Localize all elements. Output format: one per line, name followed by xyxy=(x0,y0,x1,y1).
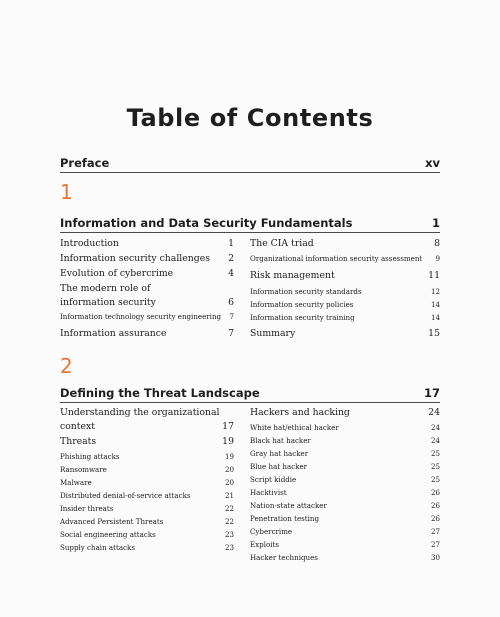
toc-entry[interactable]: Insider threats 22 xyxy=(60,504,234,513)
toc-entry[interactable]: Hacktivist 26 xyxy=(250,488,440,497)
page-title: Table of Contents xyxy=(126,104,374,132)
toc-entry[interactable]: Exploits 27 xyxy=(250,540,440,549)
toc-entry[interactable]: Evolution of cybercrime 4 xyxy=(60,268,234,279)
toc-entry[interactable]: Cybercrime 27 xyxy=(250,527,440,536)
preface-rule xyxy=(60,172,440,173)
chapter-2-page: 17 xyxy=(423,386,440,400)
chapter-2-title: Defining the Threat Landscape xyxy=(60,386,260,400)
chapter-1-title: Information and Data Security Fundamentals xyxy=(60,216,353,230)
toc-entry[interactable]: The CIA triad 8 xyxy=(250,238,440,249)
toc-entry[interactable]: Summary 15 xyxy=(250,328,440,339)
chapter-2-number: 2 xyxy=(60,354,73,378)
toc-entry[interactable]: Penetration testing 26 xyxy=(250,514,440,523)
toc-entry[interactable]: The modern role of information security 6 xyxy=(60,283,234,308)
toc-entry[interactable]: Advanced Persistent Threats 22 xyxy=(60,517,234,526)
preface-page: xv xyxy=(425,156,440,170)
toc-entry[interactable]: Hacker techniques 30 xyxy=(250,553,440,562)
toc-entry[interactable]: Black hat hacker 24 xyxy=(250,436,440,445)
toc-entry[interactable]: Nation-state attacker 26 xyxy=(250,501,440,510)
toc-entry[interactable]: Ransomware 20 xyxy=(60,465,234,474)
chapter-1-page: 1 xyxy=(431,216,440,230)
chapter-1-rule xyxy=(60,232,440,233)
toc-entry[interactable]: Organizational information security assessment 9 xyxy=(250,254,440,263)
toc-entry[interactable]: Distributed denial-of-service attacks 21 xyxy=(60,491,234,500)
toc-entry[interactable]: Social engineering attacks 23 xyxy=(60,530,234,539)
toc-entry[interactable]: Risk management 11 xyxy=(250,270,440,281)
toc-entry[interactable]: Information security policies 14 xyxy=(250,300,440,309)
toc-entry[interactable]: Gray hat hacker 25 xyxy=(250,449,440,458)
toc-entry[interactable]: Phishing attacks 19 xyxy=(60,452,234,461)
toc-entry[interactable]: Blue hat hacker 25 xyxy=(250,462,440,471)
toc-entry[interactable]: Information security challenges 2 xyxy=(60,253,234,264)
toc-entry[interactable]: Supply chain attacks 23 xyxy=(60,543,234,552)
toc-entry[interactable]: Introduction 1 xyxy=(60,238,234,249)
toc-entry[interactable]: White hat/ethical hacker 24 xyxy=(250,423,440,432)
toc-entry[interactable]: Hackers and hacking 24 xyxy=(250,407,440,418)
toc-entry[interactable]: Malware 20 xyxy=(60,478,234,487)
chapter-2-rule xyxy=(60,402,440,403)
toc-entry[interactable]: Information security training 14 xyxy=(250,313,440,322)
toc-entry[interactable]: Threats 19 xyxy=(60,436,234,447)
toc-entry[interactable]: Information assurance 7 xyxy=(60,328,234,339)
preface-label: Preface xyxy=(60,156,110,170)
toc-entry[interactable]: Information technology security engineering 7 xyxy=(60,312,234,321)
chapter-1-number: 1 xyxy=(60,180,73,204)
toc-entry[interactable]: Script kiddie 25 xyxy=(250,475,440,484)
toc-entry[interactable]: Understanding the organizational context 17 xyxy=(60,407,234,432)
toc-entry[interactable]: Information security standards 12 xyxy=(250,287,440,296)
